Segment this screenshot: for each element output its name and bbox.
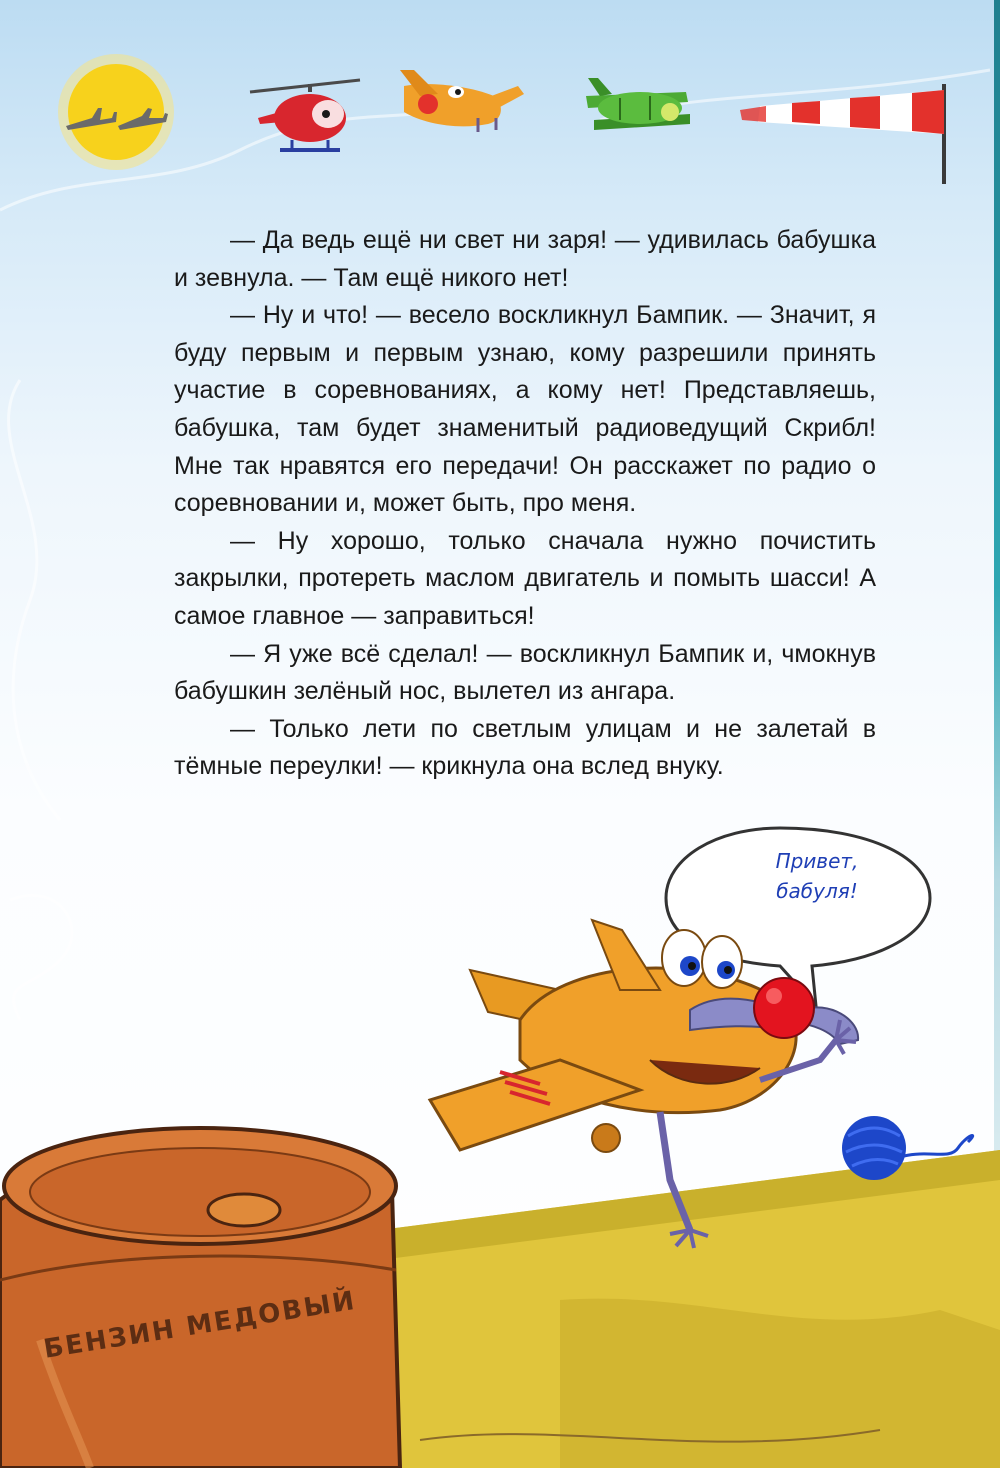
sun-icon	[58, 54, 174, 170]
floor	[380, 1150, 1000, 1468]
story-paragraph: — Ну и что! — весело воскликнул Бампик. — Значит, я буду первым и первым узнаю, кому разрешили принять участие в соревнованиях, а кому нет! Представляешь, бабушка, там будет знаменитый радиоведущий Скрибл! Мне так нравятся его передачи! Он расскажет по радио о соревновании и, может быть, про меня.	[174, 301, 876, 518]
story-paragraph: — Да ведь ещё ни свет ни заря! — удивилась бабушка и зевнула. — Там ещё никого нет!	[174, 226, 876, 292]
story-paragraph: — Только лети по светлым улицам и не залетай в тёмные переулки! — крикнула она вслед внуку.	[174, 714, 876, 781]
speech-bubble-text	[742, 846, 892, 906]
story-paragraph: — Я уже всё сделал! — воскликнул Бампик и, чмокнув бабушкин зелёный нос, вылетел из ангара.	[174, 639, 876, 706]
speech-line: Привет,	[775, 849, 859, 873]
plane-icon	[400, 70, 524, 132]
story-text	[174, 222, 876, 786]
green-biplane-icon	[586, 78, 690, 130]
speech-line: бабуля!	[776, 879, 858, 903]
barrel-label: БЕНЗИН МЕДОВЫЙ	[41, 1285, 359, 1365]
windsock-icon	[740, 84, 944, 184]
story-paragraph: — Ну хорошо, только сначала нужно почистить закрылки, протереть маслом двигатель и помыть шасси! А самое главное — заправиться!	[174, 526, 876, 630]
